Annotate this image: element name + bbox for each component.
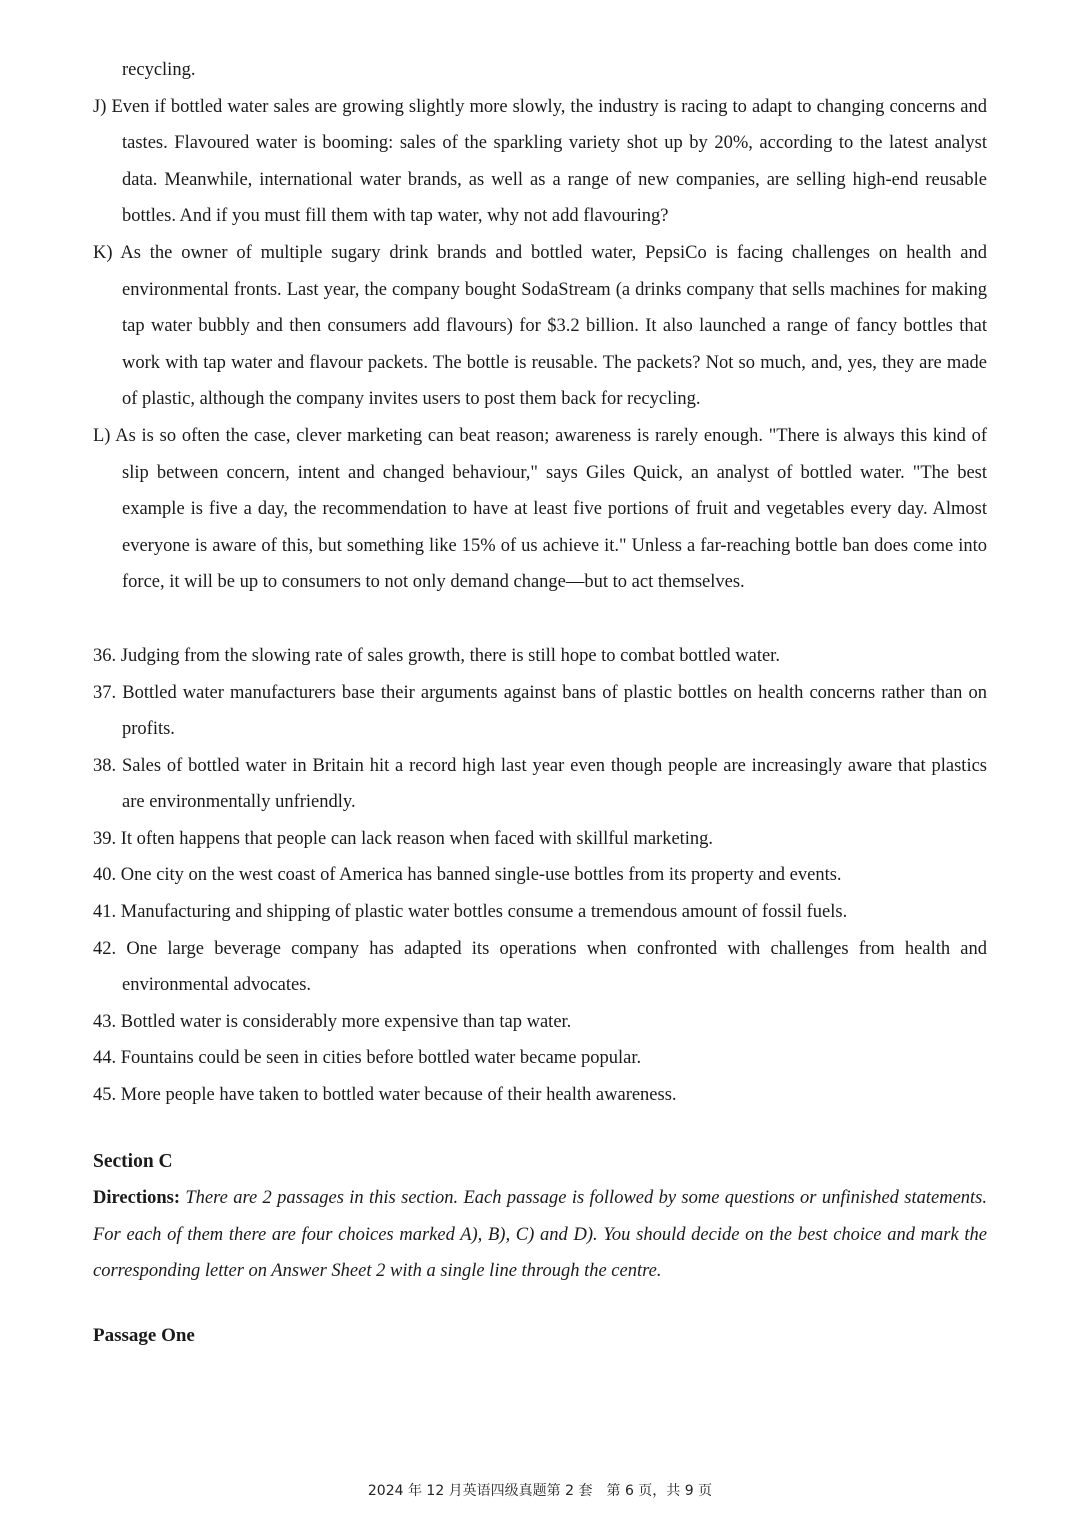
statement-number: 42.	[93, 938, 117, 959]
statement-text: Bottled water is considerably more expensive than tap water.	[120, 1011, 572, 1032]
statement-number: 37.	[93, 682, 117, 703]
exam-page	[93, 52, 987, 1355]
paragraph-text: Even if bottled water sales are growing slightly more slowly, the industry is racing to adapt to changing concerns and tastes. Flavoured water is booming: sales of the sparkling variety shot up by 20%, according to the latest analyst data. Meanwhile, international water brands, as well as a range of new companies, are selling high-end reusable bottles. And if you must fill them with tap water, why not add flavouring?	[111, 96, 987, 227]
section-c-title: Section C	[93, 1150, 173, 1172]
statement-text: It often happens that people can lack reason when faced with skillful marketing.	[120, 828, 714, 849]
statement-text: One large beverage company has adapted its operations when confronted with challenges from health and environmental advocates.	[122, 938, 988, 996]
statement-number: 41.	[93, 902, 117, 923]
statement-item	[93, 857, 987, 894]
paragraph-text: recycling.	[122, 60, 196, 80]
statement-item	[93, 1040, 987, 1077]
statement-number: 43.	[93, 1011, 117, 1032]
statement-item	[93, 1077, 987, 1114]
statement-number: 36.	[93, 645, 117, 666]
statement-list	[93, 638, 987, 1114]
statement-number: 40.	[93, 865, 117, 886]
statement-number: 38.	[93, 755, 117, 776]
statement-number: 45.	[93, 1085, 117, 1106]
paragraph-i-tail	[93, 52, 987, 89]
paragraph-letter: K)	[93, 242, 113, 263]
page-footer: 2024 年 12 月英语四级真题第 2 套 第 6 页，共 9 页	[367, 1483, 713, 1499]
paragraph-j	[93, 89, 987, 235]
statement-text: Fountains could be seen in cities before bottled water became popular.	[120, 1048, 642, 1069]
section-c-directions	[93, 1180, 987, 1290]
paragraph-letter: J)	[93, 96, 107, 117]
paragraph-text: As is so often the case, clever marketing can beat reason; awareness is rarely enough. "There is always this kind of slip between concern, intent and changed behaviour," says Giles Quick, an analyst of bottled water. "The best example is five a day, the recommendation to have at least five portions of fruit and vegetables every day. Almost everyone is aware of this, but something like 15% of us achieve it." Unless a far-reaching bottle ban does come into force, it will be up to consumers to not only demand change—but to act themselves.	[115, 425, 987, 593]
statement-text: Bottled water manufacturers base their arguments against bans of plastic bottles on health concerns rather than on profits.	[122, 682, 988, 740]
passage-one-title: Passage One	[93, 1325, 195, 1346]
statement-item	[93, 638, 987, 675]
paragraph-l	[93, 418, 987, 601]
statement-number: 44.	[93, 1048, 117, 1069]
statement-item	[93, 748, 987, 821]
statement-item	[93, 1004, 987, 1041]
statement-item	[93, 894, 987, 931]
paragraph-text: As the owner of multiple sugary drink brands and bottled water, PepsiCo is facing challenges on health and environmental fronts. Last year, the company bought SodaStream (a drinks company that sells machines for making tap water bubbly and then consumers add flavours) for $3.2 billion. It also launched a range of fancy bottles that work with tap water and flavour packets. The bottle is reusable. The packets? Not so much, and, yes, they are made of plastic, although the company invites users to post them back for recycling.	[120, 242, 987, 410]
statement-text: Judging from the slowing rate of sales growth, there is still hope to combat bottled water.	[120, 645, 780, 666]
paragraph-letter: L)	[93, 425, 111, 446]
statement-text: Sales of bottled water in Britain hit a record high last year even though people are increasingly aware that plastics are environmentally unfriendly.	[121, 755, 987, 813]
statement-text: More people have taken to bottled water because of their health awareness.	[120, 1085, 677, 1106]
statement-item	[93, 931, 987, 1004]
paragraph-k	[93, 235, 987, 418]
directions-text: There are 2 passages in this section. Each passage is followed by some questions or unfinished statements. For each of them there are four choices marked A), B), C) and D). You should decide on the best choice and mark the corresponding letter on Answer Sheet 2 with a single line through the centre.	[93, 1188, 987, 1282]
statement-text: Manufacturing and shipping of plastic water bottles consume a tremendous amount of fossil fuels.	[120, 902, 848, 923]
statement-text: One city on the west coast of America has banned single-use bottles from its property and events.	[120, 865, 842, 886]
statement-item	[93, 821, 987, 858]
directions-label: Directions:	[93, 1188, 180, 1209]
statement-item	[93, 675, 987, 748]
statement-number: 39.	[93, 828, 117, 849]
